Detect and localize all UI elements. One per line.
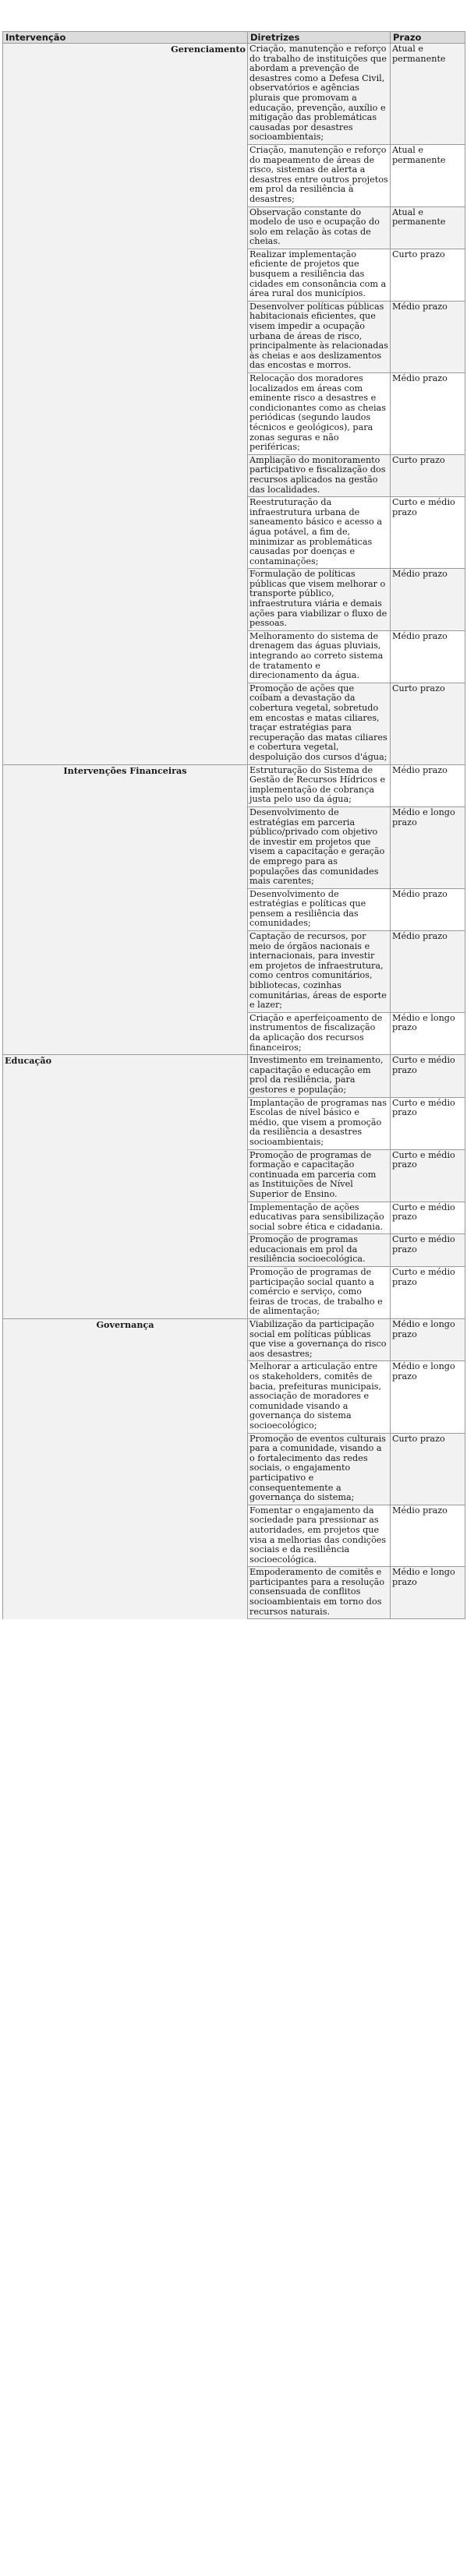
intervention-cell xyxy=(3,301,248,372)
table-row xyxy=(3,1505,465,1567)
table-row xyxy=(3,1319,465,1361)
table-row xyxy=(3,1433,465,1505)
header-prazo: Prazo xyxy=(391,32,465,44)
table-row xyxy=(3,888,465,930)
table-row xyxy=(3,806,465,888)
prazo-cell: Médio e longo prazo xyxy=(391,1567,465,1619)
intervention-cell xyxy=(3,373,248,455)
header-diretrizes: Diretrizes xyxy=(248,32,391,44)
prazo-cell: Atual e permanente xyxy=(391,206,465,249)
table-row xyxy=(3,1097,465,1149)
prazo-cell: Curto e médio prazo xyxy=(391,497,465,569)
intervention-cell xyxy=(3,1149,248,1202)
intervention-cell xyxy=(3,1202,248,1234)
table-body xyxy=(3,44,465,1619)
intervention-cell xyxy=(3,1505,248,1567)
table-row xyxy=(3,249,465,301)
diretriz-cell: Promoção de ações que coíbam a devastação da cobertura vegetal, sobretudo em encostas e matas ciliares, traçar estratégias para recuperação das matas ciliares e cobertura vegetal, despoluição dos cursos d'água; xyxy=(248,683,391,764)
prazo-cell: Médio e longo prazo xyxy=(391,1361,465,1433)
prazo-cell: Médio e longo prazo xyxy=(391,1012,465,1054)
diretriz-cell: Relocação dos moradores localizados em áreas com eminente risco a desastres e condicionantes como as cheias periódicas (segundo laudos técnicos e geológicos), para zonas seguras e não periféricas; xyxy=(248,373,391,455)
interventions-table xyxy=(2,31,465,1619)
diretriz-cell: Desenvolvimento de estratégias em parceria público/privado com objetivo de investir em projetos que visem a capacitação e geração de emprego para as populações das comunidades mais carentes; xyxy=(248,806,391,888)
table-row xyxy=(3,931,465,1013)
table-row xyxy=(3,373,465,455)
diretriz-cell: Realizar implementação eficiente de projetos que busquem a resiliência das cidades em consonância com a área rural dos municípios. xyxy=(248,249,391,301)
intervention-label: Governança xyxy=(3,1319,248,1361)
intervention-cell xyxy=(3,454,248,496)
intervention-cell xyxy=(3,1012,248,1054)
table-row xyxy=(3,683,465,764)
table-row xyxy=(3,301,465,372)
prazo-cell: Médio prazo xyxy=(391,764,465,806)
prazo-cell: Curto e médio prazo xyxy=(391,1149,465,1202)
intervention-cell xyxy=(3,806,248,888)
prazo-cell: Médio prazo xyxy=(391,301,465,372)
intervention-cell xyxy=(3,497,248,569)
intervention-cell xyxy=(3,1097,248,1149)
diretriz-cell: Implementação de ações educativas para sensibilização social sobre ética e cidadania. xyxy=(248,1202,391,1234)
intervention-label: Educação xyxy=(3,1055,248,1097)
table-row xyxy=(3,569,465,631)
prazo-cell: Curto prazo xyxy=(391,683,465,764)
diretriz-cell: Criação, manutenção e reforço do mapeamento de áreas de risco, sistemas de alerta a desastres entre outros projetos em prol da resiliência à desastres; xyxy=(248,144,391,206)
intervention-cell xyxy=(3,206,248,249)
table-row xyxy=(3,1202,465,1234)
prazo-cell: Curto prazo xyxy=(391,454,465,496)
diretriz-cell: Promoção de programas de participação social quanto a comércio e serviço, como feiras de trocas, de trabalho e de alimentação; xyxy=(248,1267,391,1319)
intervention-cell xyxy=(3,144,248,206)
prazo-cell: Curto e médio prazo xyxy=(391,1055,465,1097)
prazo-cell: Médio prazo xyxy=(391,630,465,683)
diretriz-cell: Desenvolvimento de estratégias e políticas que pensem a resiliência das comunidades; xyxy=(248,888,391,930)
table-row xyxy=(3,206,465,249)
prazo-cell: Curto e médio prazo xyxy=(391,1097,465,1149)
prazo-cell: Atual e permanente xyxy=(391,44,465,145)
prazo-cell: Médio prazo xyxy=(391,1505,465,1567)
diretriz-cell: Desenvolver políticas públicas habitacionais eficientes, que visem impedir a ocupação urbana de áreas de risco, principalmente às relacionadas às cheias e aos deslizamentos das encostas e morros. xyxy=(248,301,391,372)
diretriz-cell: Promoção de programas de formação e capacitação continuada em parceria com as Instituições de Nível Superior de Ensino. xyxy=(248,1149,391,1202)
table-row xyxy=(3,1267,465,1319)
diretriz-cell: Viabilização da participação social em políticas públicas que vise a governança do risco aos desastres; xyxy=(248,1319,391,1361)
intervention-cell xyxy=(3,683,248,764)
intervention-label: Gerenciamento xyxy=(3,44,248,145)
diretriz-cell: Investimento em treinamento, capacitação e educação em prol da resiliência, para gestores e população; xyxy=(248,1055,391,1097)
diretriz-cell: Estruturação do Sistema de Gestão de Recursos Hídricos e implementação de cobrança justa pelo uso da água; xyxy=(248,764,391,806)
intervention-label: Intervenções Financeiras xyxy=(3,764,248,806)
intervention-cell xyxy=(3,1361,248,1433)
diretriz-cell: Criação e aperfeiçoamento de instrumentos de fiscalização da aplicação dos recursos financeiros; xyxy=(248,1012,391,1054)
diretriz-cell: Formulação de políticas públicas que visem melhorar o transporte público, infraestrutura viária e demais ações para viabilizar o fluxo de pessoas. xyxy=(248,569,391,631)
prazo-cell: Médio prazo xyxy=(391,931,465,1013)
diretriz-cell: Captação de recursos, por meio de órgãos nacionais e internacionais, para investir em projetos de infraestrutura, como centros comunitários, bibliotecas, cozinhas comunitárias, áreas de esporte e lazer; xyxy=(248,931,391,1013)
prazo-cell: Curto e médio prazo xyxy=(391,1267,465,1319)
prazo-cell: Curto e médio prazo xyxy=(391,1202,465,1234)
diretriz-cell: Empoderamento de comitês e participantes para a resolução consensuada de conflitos socioambientais em torno dos recursos naturais. xyxy=(248,1567,391,1619)
table-row xyxy=(3,1149,465,1202)
header-intervencao: Intervenção xyxy=(3,32,248,44)
intervention-cell xyxy=(3,1267,248,1319)
diretriz-cell: Melhoramento do sistema de drenagem das águas pluviais, integrando ao correto sistema de tratamento e direcionamento da água. xyxy=(248,630,391,683)
diretriz-cell: Promoção de programas educacionais em prol da resiliência socioecológica. xyxy=(248,1234,391,1267)
diretriz-cell: Reestruturação da infraestrutura urbana de saneamento básico e acesso a água potável, a fim de, minimizar as problemáticas causadas por doenças e contaminações; xyxy=(248,497,391,569)
intervention-cell xyxy=(3,1433,248,1505)
table-row xyxy=(3,1055,465,1097)
intervention-cell xyxy=(3,1567,248,1619)
prazo-cell: Médio e longo prazo xyxy=(391,806,465,888)
table-row xyxy=(3,1012,465,1054)
diretriz-cell: Observação constante do modelo de uso e ocupação do solo em relação às cotas de cheias. xyxy=(248,206,391,249)
table-row xyxy=(3,44,465,145)
prazo-cell: Médio prazo xyxy=(391,888,465,930)
prazo-cell: Atual e permanente xyxy=(391,144,465,206)
table-row xyxy=(3,1234,465,1267)
intervention-cell xyxy=(3,569,248,631)
table-row xyxy=(3,1361,465,1433)
diretriz-cell: Promoção de eventos culturais para a comunidade, visando a o fortalecimento das redes sociais, o engajamento participativo e consequentemente a governança do sistema; xyxy=(248,1433,391,1505)
intervention-cell xyxy=(3,888,248,930)
table-row xyxy=(3,630,465,683)
prazo-cell: Curto prazo xyxy=(391,1433,465,1505)
intervention-cell xyxy=(3,630,248,683)
table-row xyxy=(3,497,465,569)
table-row xyxy=(3,454,465,496)
table-row xyxy=(3,764,465,806)
intervention-cell xyxy=(3,931,248,1013)
intervention-cell xyxy=(3,249,248,301)
intervention-cell xyxy=(3,1234,248,1267)
prazo-cell: Médio e longo prazo xyxy=(391,1319,465,1361)
diretriz-cell: Implantação de programas nas Escolas de nível básico e médio, que visem a promoção da resiliência a desastres socioambientais; xyxy=(248,1097,391,1149)
prazo-cell: Curto prazo xyxy=(391,249,465,301)
table-row xyxy=(3,1567,465,1619)
table-header-row xyxy=(3,32,465,44)
prazo-cell: Médio prazo xyxy=(391,373,465,455)
prazo-cell: Médio prazo xyxy=(391,569,465,631)
table-row xyxy=(3,144,465,206)
diretriz-cell: Ampliação do monitoramento participativo e fiscalização dos recursos aplicados na gestão das localidades. xyxy=(248,454,391,496)
diretriz-cell: Fomentar o engajamento da sociedade para pressionar as autoridades, em projetos que visa a melhorias das condições sociais e da resiliência socioecológica. xyxy=(248,1505,391,1567)
diretriz-cell: Criação, manutenção e reforço do trabalho de instituições que abordam a prevenção de desastres como a Defesa Civil, observatórios e agências plurais que promovam a educação, prevenção, auxílio e mitigação das problemáticas causadas por desastres socioambientais; xyxy=(248,44,391,145)
prazo-cell: Curto e médio prazo xyxy=(391,1234,465,1267)
diretriz-cell: Melhorar a articulação entre os stakeholders, comitês de bacia, prefeituras municipais, associação de moradores e comunidade visando a governança do sistema socioecológico; xyxy=(248,1361,391,1433)
